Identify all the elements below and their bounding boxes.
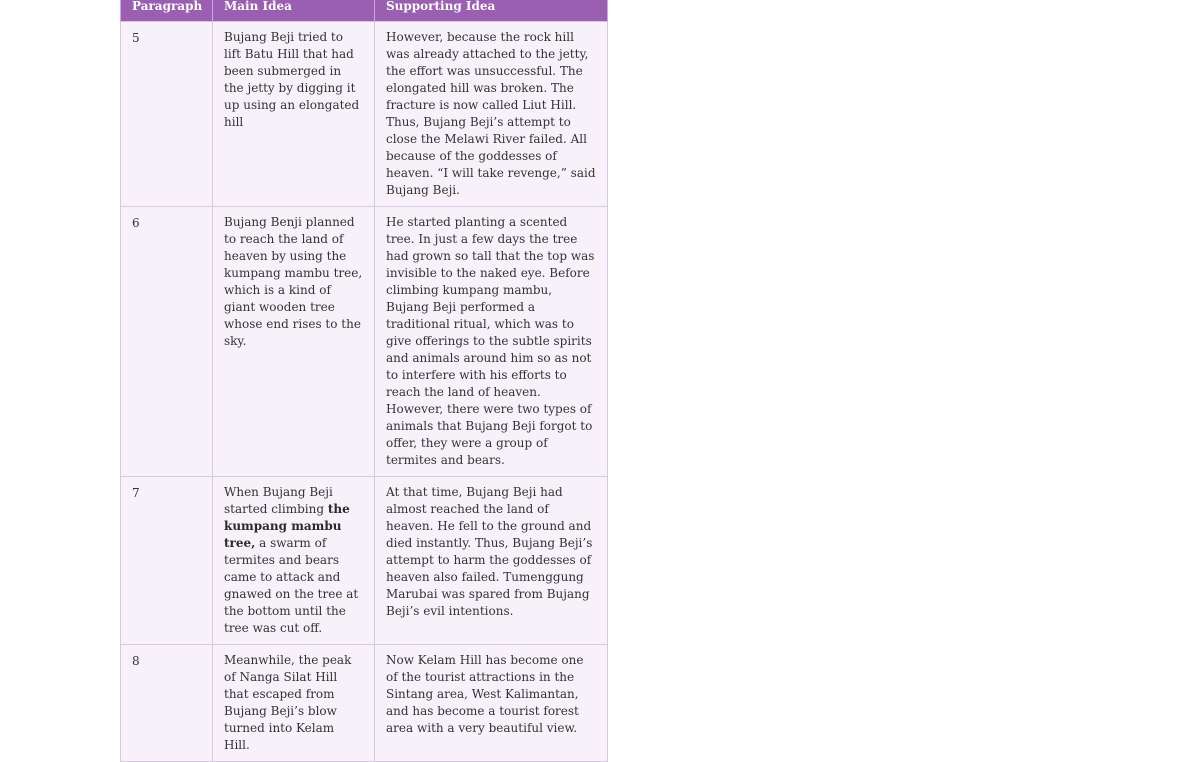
paragraph-number: 5 <box>121 22 213 207</box>
main-idea-cell: Bujang Beji tried to lift Batu Hill that had been submerged in the jetty by digging it up using an elongated hill <box>213 22 375 207</box>
main-idea-cell <box>213 477 375 645</box>
table-row <box>121 477 608 645</box>
main-idea-cell: Meanwhile, the peak of Nanga Silat Hill that escaped from Bujang Beji’s blow turned into Kelam Hill. <box>213 645 375 762</box>
supporting-idea-cell: Now Kelam Hill has become one of the tourist attractions in the Sintang area, West Kalimantan, and has become a tourist forest area with a very beautiful view. <box>375 645 608 762</box>
table-row <box>121 207 608 477</box>
header-supporting-idea: Supporting Idea <box>375 0 608 22</box>
main-idea-bold-text: the kumpang mambu tree, <box>224 502 350 550</box>
paragraph-number: 7 <box>121 477 213 645</box>
main-idea-text: a swarm of termites and bears came to attack and gnawed on the tree at the bottom until the tree was cut off. <box>224 536 359 635</box>
supporting-idea-cell: He started planting a scented tree. In just a few days the tree had grown so tall that the top was invisible to the naked eye. Before climbing kumpang mambu, Bujang Beji performed a traditional ritual, which was to give offerings to the subtle spirits and animals around him so as not to interfere with his efforts to reach the land of heaven. However, there were two types of animals that Bujang Beji forgot to offer, they were a group of termites and bears. <box>375 207 608 477</box>
table-row <box>121 22 608 207</box>
idea-table <box>120 0 608 762</box>
main-idea-cell: Bujang Benji planned to reach the land of heaven by using the kumpang mambu tree, which is a kind of giant wooden tree whose end rises to the sky. <box>213 207 375 477</box>
main-idea-text: When Bujang Beji started climbing <box>224 485 333 516</box>
table-header-row <box>121 0 608 22</box>
header-main-idea: Main Idea <box>213 0 375 22</box>
header-paragraph: Paragraph <box>121 0 213 22</box>
paragraph-number: 8 <box>121 645 213 762</box>
paragraph-number: 6 <box>121 207 213 477</box>
table-row <box>121 645 608 762</box>
supporting-idea-cell: However, because the rock hill was already attached to the jetty, the effort was unsuccessful. The elongated hill was broken. The fracture is now called Liut Hill. Thus, Bujang Beji’s attempt to close the Melawi River failed. All because of the goddesses of heaven. “I will take revenge,” said Bujang Beji. <box>375 22 608 207</box>
supporting-idea-cell: At that time, Bujang Beji had almost reached the land of heaven. He fell to the ground and died instantly. Thus, Bujang Beji’s attempt to harm the goddesses of heaven also failed. Tumenggung Marubai was spared from Bujang Beji’s evil intentions. <box>375 477 608 645</box>
